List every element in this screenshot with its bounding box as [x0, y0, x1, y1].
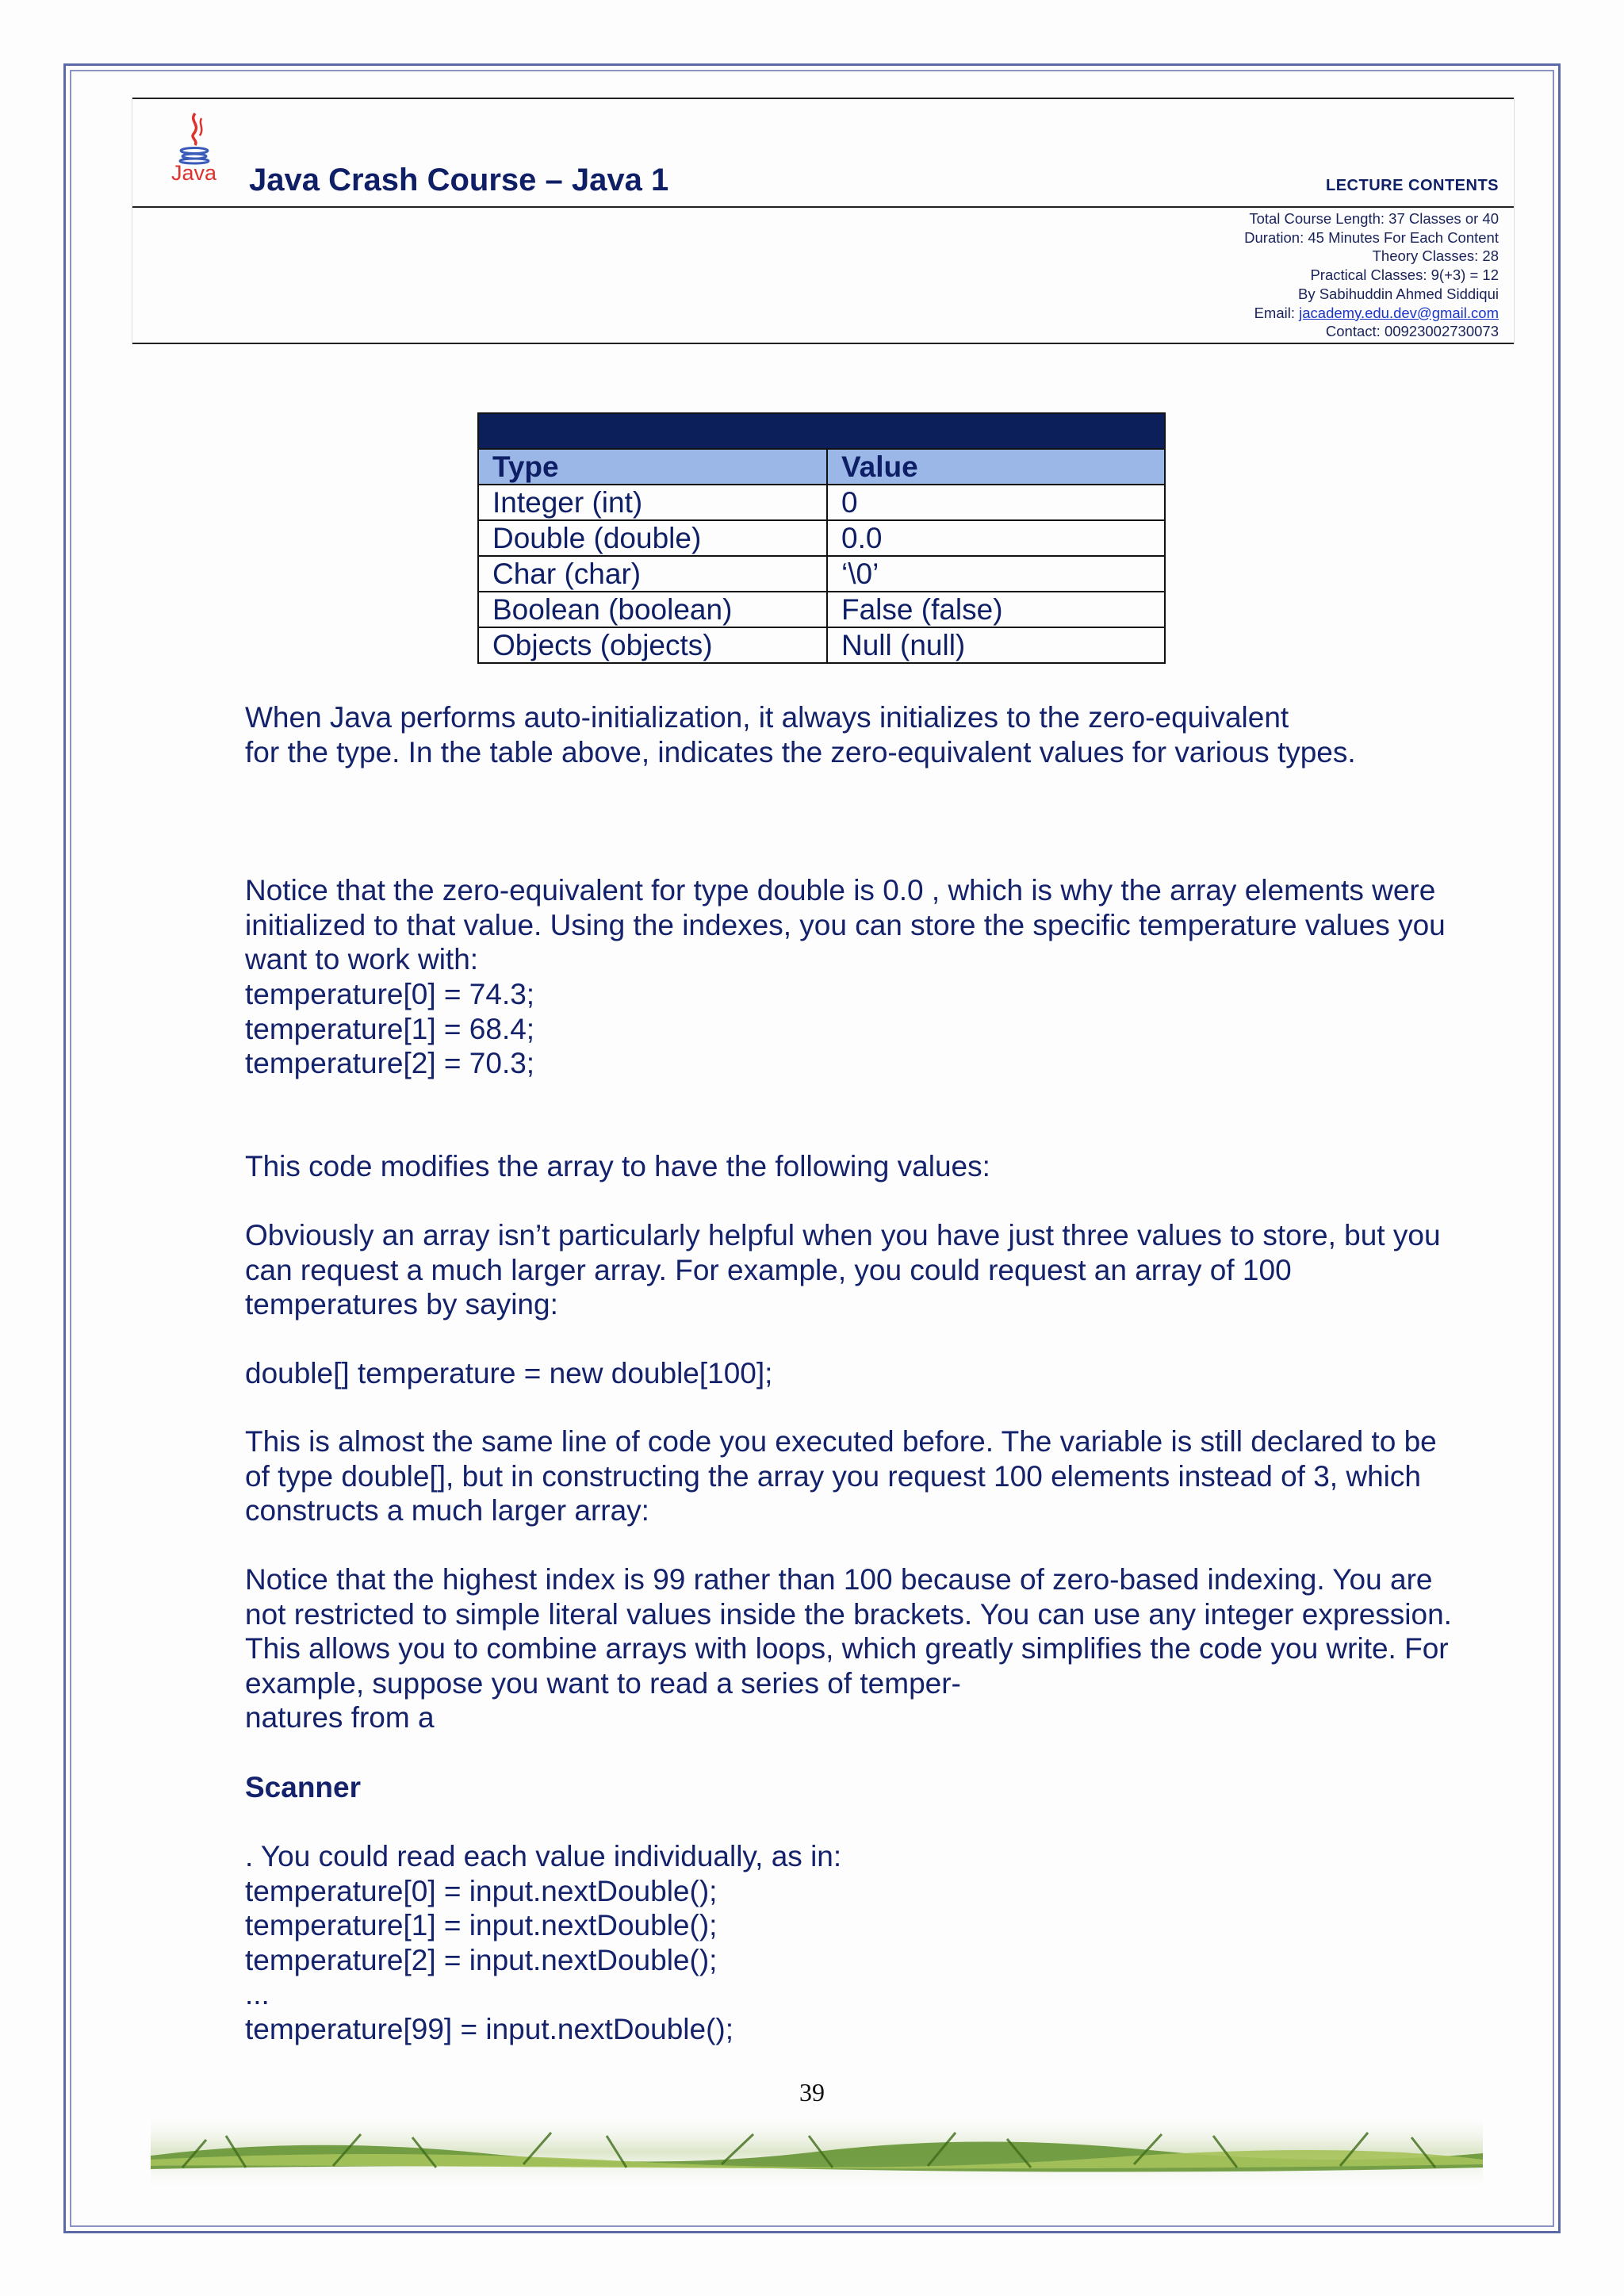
text-line: When Java performs auto-initialization, it always initializes to the zero-equivalent — [245, 701, 1289, 734]
section-label: LECTURE CONTENTS — [1326, 177, 1499, 194]
text-line: Notice that the zero-equivalent for type double is 0.0 , which is why the array elements were — [245, 874, 1436, 907]
page-header — [132, 98, 1515, 345]
table-row — [478, 556, 1165, 592]
table-banner — [478, 413, 1165, 449]
meta-line: Theory Classes: 28 — [1372, 247, 1499, 265]
type-cell: Double (double) — [478, 520, 827, 556]
meta-line: Practical Classes: 9(+3) = 12 — [1310, 266, 1499, 284]
header-middle-rule — [132, 206, 1515, 208]
table-header-row — [478, 449, 1165, 485]
paragraph-highest-index — [245, 1562, 1452, 1735]
text-line: Obviously an array isn’t particularly helpful when you have just three values to store, but you — [245, 1219, 1441, 1251]
header-top-rule — [132, 98, 1515, 99]
text-line: can request a much larger array. For example, you could request an array of 100 — [245, 1253, 1292, 1286]
text-line: for the type. In the table above, indicates the zero-equivalent values for various types. — [245, 735, 1356, 769]
value-cell: 0.0 — [827, 520, 1165, 556]
java-logo-text: Java — [171, 161, 217, 185]
paragraph-auto-initialization — [245, 700, 1356, 769]
paragraph-zero-equivalent — [245, 873, 1446, 977]
text-line: Notice that the highest index is 99 rather than 100 because of zero-based indexing. You are — [245, 1563, 1433, 1596]
page-number: 39 — [799, 2078, 825, 2106]
course-title: Java Crash Course – Java 1 — [249, 163, 669, 197]
text-line: This allows you to combine arrays with loops, which greatly simplifies the code you write. For — [245, 1632, 1449, 1665]
table-row — [478, 627, 1165, 663]
code-block-scanner — [245, 1839, 841, 2046]
paragraph-modifies — [245, 1149, 990, 1184]
email-line — [1244, 304, 1499, 323]
text-line: of type double[], but in constructing the array you request 100 elements instead of 3, which — [245, 1459, 1421, 1493]
meta-line: Total Course Length: 37 Classes or 40 — [1249, 210, 1499, 227]
text-line: not restricted to simple literal values inside the brackets. You can use any integer expression. — [245, 1597, 1452, 1631]
table-row — [478, 485, 1165, 520]
value-cell: Null (null) — [827, 627, 1165, 663]
code-line: ... — [245, 1978, 270, 2010]
course-meta — [1244, 209, 1499, 341]
table-banner-row — [478, 413, 1165, 449]
code-line: temperature[2] = input.nextDouble(); — [245, 1943, 718, 1976]
value-cell: False (false) — [827, 592, 1165, 627]
text-line: want to work with: — [245, 943, 479, 976]
paragraph-same-line — [245, 1424, 1437, 1528]
header-right-edge — [1514, 98, 1515, 344]
text-line: natures from a — [245, 1701, 435, 1734]
header-bottom-rule — [132, 343, 1515, 344]
email-label: Email: — [1254, 304, 1295, 321]
default-values-table — [477, 412, 1166, 664]
text-line: This code modifies the array to have the following values: — [245, 1150, 990, 1182]
code-line: temperature[1] = input.nextDouble(); — [245, 1909, 718, 1941]
type-cell: Integer (int) — [478, 485, 827, 520]
meta-line: By Sabihuddin Ahmed Siddiqui — [1297, 285, 1499, 302]
contact-line: Contact: 00923002730073 — [1325, 323, 1499, 340]
paragraph-larger-array — [245, 1218, 1441, 1322]
type-cell: Objects (objects) — [478, 627, 827, 663]
email-link[interactable]: jacademy.edu.dev@gmail.com — [1299, 304, 1499, 321]
table-row — [478, 592, 1165, 627]
text-line: constructs a much larger array: — [245, 1494, 649, 1527]
text-line: temperatures by saying: — [245, 1288, 558, 1320]
code-block-assign — [245, 977, 534, 1081]
text-line: initialized to that value. Using the indexes, you can store the specific temperature values you — [245, 908, 1446, 941]
type-cell: Char (char) — [478, 556, 827, 592]
text-line: example, suppose you want to read a series of temper- — [245, 1666, 961, 1700]
meta-line: Duration: 45 Minutes For Each Content — [1244, 228, 1499, 246]
code-line: double[] temperature = new double[100]; — [245, 1357, 773, 1389]
code-line: temperature[2] = 70.3; — [245, 1047, 535, 1079]
code-line: temperature[99] = input.nextDouble(); — [245, 2012, 733, 2045]
grass-footer-image — [151, 2112, 1483, 2191]
text-line: . You could read each value individually, as in: — [245, 1840, 842, 1872]
column-header-value: Value — [827, 449, 1165, 485]
code-line: temperature[0] = 74.3; — [245, 978, 535, 1010]
text-line: This is almost the same line of code you executed before. The variable is still declared to be — [245, 1425, 1437, 1458]
table-row — [478, 520, 1165, 556]
code-block-new-array — [245, 1356, 772, 1391]
type-cell: Boolean (boolean) — [478, 592, 827, 627]
column-header-type: Type — [478, 449, 827, 485]
value-cell: 0 — [827, 485, 1165, 520]
value-cell: ‘\0’ — [827, 556, 1165, 592]
code-line: temperature[0] = input.nextDouble(); — [245, 1874, 718, 1907]
code-line: temperature[1] = 68.4; — [245, 1012, 535, 1045]
scanner-heading: Scanner — [245, 1771, 362, 1803]
